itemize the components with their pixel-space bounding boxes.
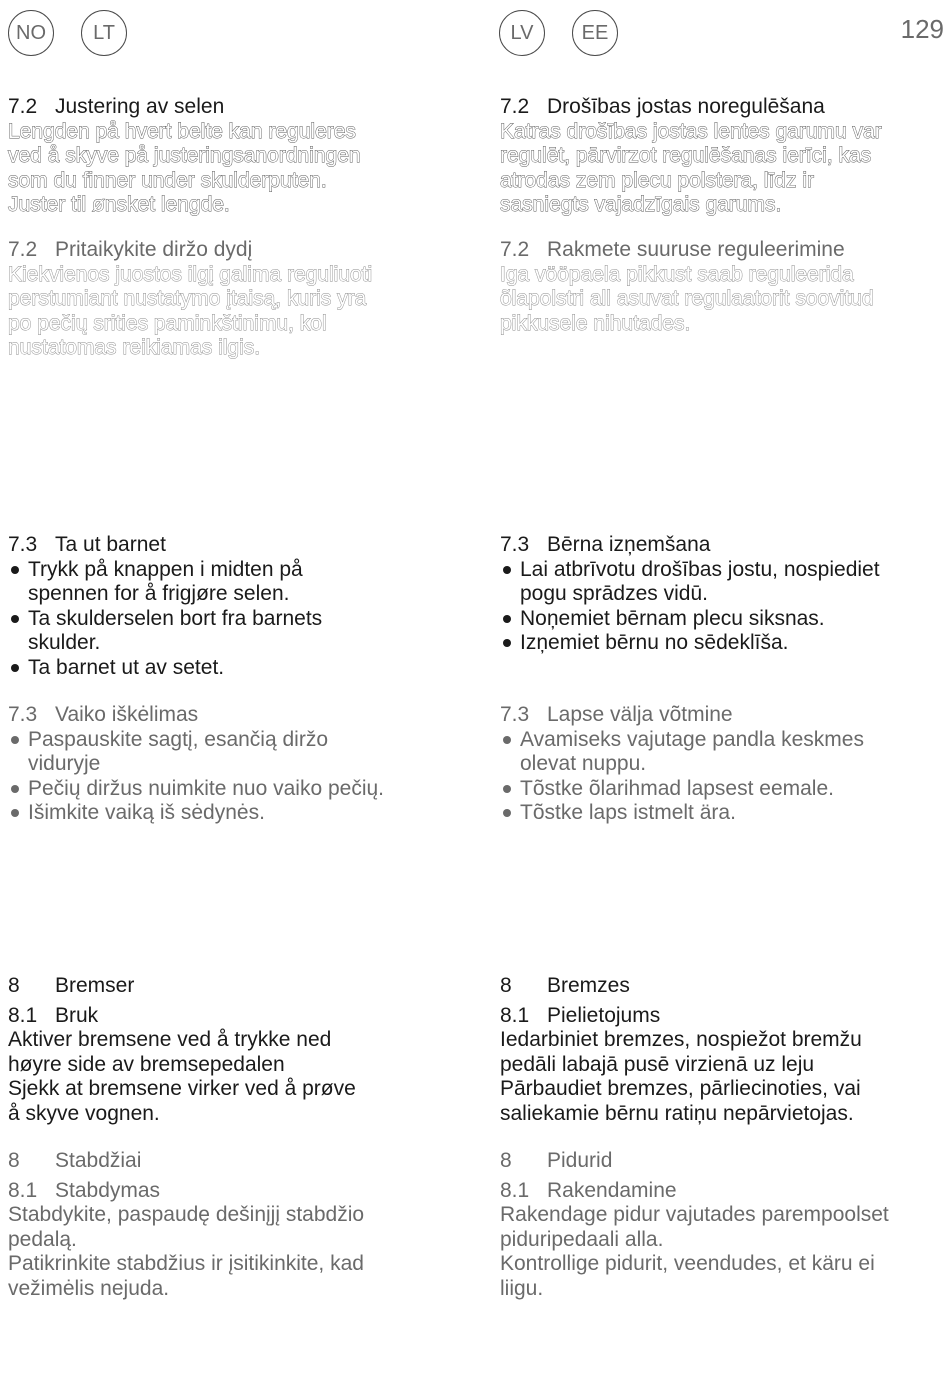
section-title: Lapse välja võtmine [547,703,733,726]
section-7-2-lv [500,95,950,218]
body-line: Pārbaudiet bremzes, pārliecinoties, vai [500,1077,861,1100]
body-line: Stabdykite, paspaudę dešinįjį stabdžio [8,1203,365,1226]
section-number: 7.2 [500,238,530,261]
section-heading [8,533,450,558]
section-8-ee [500,1149,950,1301]
section-title: Justering av selen [55,95,225,118]
section-title: Pidurid [547,1149,613,1172]
section-7-2-no [8,95,450,218]
section-title: Drošības jostas noregulēšana [547,95,825,118]
subsection-heading [8,1004,450,1029]
section-title: Bērna izņemšana [547,533,711,556]
body-line: Lengden på hvert belte kan reguleres [8,119,356,143]
subsection-number: 8.1 [500,1003,530,1027]
section-title: Bremser [55,974,135,997]
list-item: Avamiseks vajutage pandla keskmes olevat nuppu. [500,728,950,777]
section-7-2-lt [8,238,450,361]
section-7-3-lt [8,703,450,826]
section-body [500,263,950,337]
body-line: Sjekk at bremsene virker ved å prøve [8,1077,356,1100]
section-body [8,263,450,361]
body-line: õlapolstri all asuvat regulaatorit soovitud [500,287,874,310]
body-line: Rakendage pidur vajutades parempoolset [500,1203,889,1226]
bullet-list [8,728,450,826]
section-title: Stabdžiai [55,1149,142,1172]
list-item: Noņemiet bērnam plecu siksnas. [500,607,950,632]
page-number: 129 [900,14,944,44]
subsection-title: Bruk [55,1003,99,1027]
section-8-lt [8,1149,450,1301]
list-item: Izņemiet bērnu no sēdeklīša. [500,631,950,656]
subsection-title: Rakendamine [547,1178,677,1202]
language-badge-ee: EE [572,10,618,56]
section-title: Bremzes [547,974,630,997]
body-line: regulēt, pārvirzot regulēšanas ierīci, kas [500,144,872,167]
body-line: pedalą. [8,1227,77,1251]
section-title: Rakmete suuruse reguleerimine [547,238,845,261]
section-heading [500,95,950,120]
list-item: Tõstke laps istmelt ära. [500,801,950,826]
section-number: 8 [8,1149,20,1172]
section-8-no [8,974,450,1126]
list-item: Paspauskite sagtį, esančią diržo viduryje [8,728,450,777]
body-line: Juster til ønsket lengde. [8,193,230,216]
section-title: Ta ut barnet [55,533,166,556]
section-heading [500,238,950,263]
section-title: Vaiko iškėlimas [55,703,199,726]
list-item: Tõstke õlarihmad lapsest eemale. [500,777,950,802]
language-badge-lv: LV [499,10,545,56]
section-number: 7.3 [8,533,38,556]
body-line: Katras drošības jostas lentes garumu var [500,119,882,143]
section-heading [500,533,950,558]
language-badge-lt: LT [81,10,127,56]
body-line: vežimėlis nejuda. [8,1276,170,1300]
subsection-title: Pielietojums [547,1003,661,1027]
subsection-title: Stabdymas [55,1178,161,1202]
section-number: 7.2 [8,95,38,118]
bullet-list [500,728,950,826]
section-heading [500,1149,950,1174]
body-line: atrodas zem plecu polstera, līdz ir [500,168,814,192]
section-number: 8 [500,1149,512,1172]
section-8-lv [500,974,950,1126]
list-item: Ta barnet ut av setet. [8,656,450,681]
body-line: ved å skyve på justeringsanordningen [8,144,361,167]
section-body [8,120,450,218]
section-7-2-ee [500,238,950,336]
section-heading [8,95,450,120]
section-heading [8,1149,450,1174]
subsection-number: 8.1 [8,1003,38,1027]
section-heading [8,238,450,263]
list-item: Pečių diržus nuimkite nuo vaiko pečių. [8,777,450,802]
body-line: å skyve vognen. [8,1101,160,1125]
list-item: Ta skulderselen bort fra barnets skulder. [8,607,450,656]
list-item: Išimkite vaiką iš sėdynės. [8,801,450,826]
section-7-3-no [8,533,450,680]
body-line: Patikrinkite stabdžius ir įsitikinkite, kad [8,1252,364,1275]
subsection-number: 8.1 [500,1178,530,1202]
section-number: 8 [8,974,20,997]
body-line: Kiekvienos juostos ilgį galima reguliuoti [8,262,373,286]
subsection-heading [8,1179,450,1204]
body-line: piduripedaali alla. [500,1227,664,1251]
section-title: Pritaikykite diržo dydį [55,238,253,261]
body-line: som du finner under skulderputen. [8,168,327,192]
section-7-3-ee [500,703,950,826]
bullet-list [500,558,950,656]
subsection-heading [500,1004,950,1029]
body-line: pikkusele nihutades. [500,311,691,335]
section-7-3-lv [500,533,950,656]
body-line: saliekamie bērnu ratiņu nepārvietojas. [500,1101,854,1125]
body-line: Aktiver bremsene ved å trykke ned [8,1028,332,1051]
body-line: po pečių srities paminkštinimu, kol [8,311,327,335]
body-line: Kontrollige pidurit, veendudes, et käru ei [500,1252,875,1275]
body-line: pedāli labajā pusē virzienā uz leju [500,1052,815,1076]
section-number: 7.2 [500,95,530,118]
section-body [500,120,950,218]
section-heading [8,703,450,728]
bullet-list [8,558,450,681]
section-number: 7.3 [500,703,530,726]
section-number: 7.2 [8,238,38,261]
body-line: sasniegts vajadzīgais garums. [500,193,782,216]
section-number: 8 [500,974,512,997]
subsection-number: 8.1 [8,1178,38,1202]
body-line: Iga vööpaela pikkust saab reguleerida [500,262,854,286]
section-heading [500,703,950,728]
subsection-heading [500,1179,950,1204]
section-number: 7.3 [500,533,530,556]
section-number: 7.3 [8,703,38,726]
section-heading [500,974,950,999]
list-item: Lai atbrīvotu drošības jostu, nospiediet pogu sprādzes vidū. [500,558,950,607]
body-line: høyre side av bremsepedalen [8,1052,285,1076]
body-line: perstumiant nustatymo įtaisą, kuris yra [8,287,367,310]
list-item: Trykk på knappen i midten på spennen for å frigjøre selen. [8,558,450,607]
body-line: nustatomas reikiamas ilgis. [8,336,261,359]
section-heading [8,974,450,999]
language-badge-no: NO [8,10,54,56]
body-line: liigu. [500,1276,544,1300]
body-line: Iedarbiniet bremzes, nospiežot bremžu [500,1028,862,1051]
